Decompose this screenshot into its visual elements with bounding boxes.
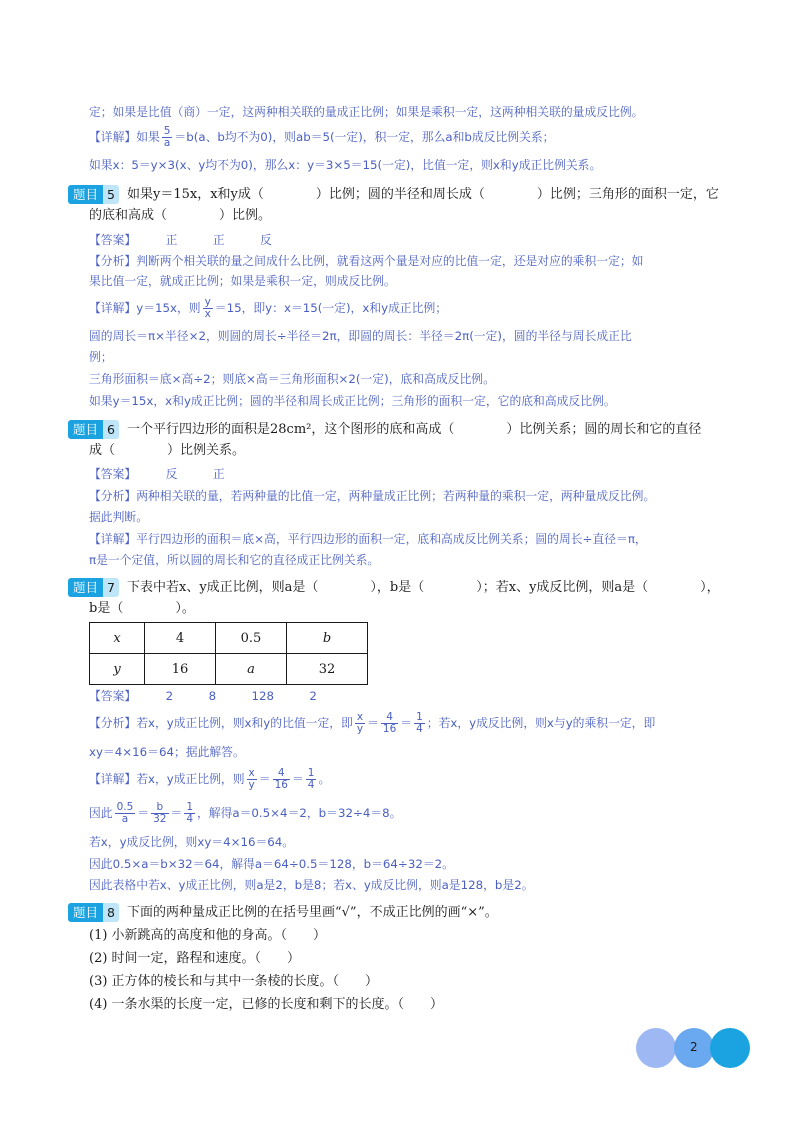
question-text: b是（ ）。 [89,601,195,616]
table-cell: x [90,623,145,654]
analysis-line: 【分析】两种相关联的量，若两种量的比值一定，两种量成正比例；若两种量的乘积一定，两种量成反比例。 [89,489,656,503]
question-text: 的底和高成（ ）比例。 [89,208,272,223]
answer-line: 【答案】 正 正 反 [89,233,272,247]
detail-line: 若x，y成反比例，则xy＝4×16＝64。 [89,835,295,849]
table-cell: 4 [145,623,216,654]
table-cell: 32 [287,654,368,685]
detail-line: 如果x：5＝y×3(x、y均不为0)，那么x：y＝3×5＝15(一定)，比值一定，则x和y成正比例关系。 [89,158,602,172]
detail-line: 如果y＝15x，x和y成正比例；圆的半径和周长成正比例；三角形的面积一定，它的底和高成反比例。 [89,394,616,408]
list-item: (4) 一条水渠的长度一定，已修的长度和剩下的长度。（ ） [89,997,444,1012]
list-item: (3) 正方体的棱长和与其中一条棱的长度。（ ） [89,974,379,989]
question-text: 如果y＝15x，x和y成（ ）比例；圆的半径和周长成（ ）比例；三角形的面积一定，它 [127,187,719,202]
question-text: 下表中若x、y成正比例，则a是（ ），b是（ ）；若x、y成反比例，则a是（ ）， [127,580,720,595]
question-tag-7: 题目 7 [68,578,119,597]
detail-line: 例； [89,350,113,364]
page-circle-right [710,1028,750,1068]
detail-line: 【详解】如果 $\frac{5}{a}$ ＝b(a、b均不为0)，则ab＝5(一定)，积一定，那么a和b成反比例关系； [89,125,555,149]
detail-line: 因此 $\frac{0.5}{a}$ ＝ $\frac{b}{32}$ ＝ $\frac{1}{4}$ ，解得a＝0.5×4＝2，b＝32÷4＝8。 [89,801,402,825]
question-tag-5: 题目 5 [68,185,119,204]
ratio-table [89,622,368,685]
detail-line: 因此表格中若x、y成正比例，则a是2，b是8；若x、y成反比例，则a是128，b是2。 [89,878,534,892]
question-text: 一个平行四边形的面积是28cm²，这个图形的底和高成（ ）比例关系；圆的周长和它的直径 [127,422,702,437]
analysis-line: 【分析】判断两个相关联的量之间成什么比例，就看这两个量是对应的比值一定，还是对应的乘积一定；如 [89,254,644,268]
detail-line: 【详解】y＝15x，则 $\frac{y}{x}$ ＝15，即y：x＝15(一定)，x和y成正比例； [89,296,448,320]
table-cell: y [90,654,145,685]
page-circle-left [636,1028,676,1068]
table-cell: 0.5 [216,623,287,654]
question-text: 下面的两种量成正比例的在括号里画“√”，不成正比例的画“×”。 [127,905,498,920]
table-cell: 16 [145,654,216,685]
answer-line: 【答案】 2 8 128 2 [89,689,317,703]
page-number: 2 [690,1040,698,1054]
table-row [90,623,368,654]
list-item: (1) 小新跳高的高度和他的身高。（ ） [89,928,327,943]
detail-line: π是一个定值，所以圆的周长和它的直径成正比例关系。 [89,553,380,567]
table-cell: b [287,623,368,654]
detail-line: 【详解】平行四边形的面积＝底×高，平行四边形的面积一定，底和高成反比例关系；圆的周长÷直径＝π， [89,532,647,546]
question-tag-8: 题目 8 [68,903,119,922]
table-row [90,654,368,685]
analysis-line: 果比值一定，就成正比例；如果是乘积一定，则成反比例。 [89,274,396,288]
question-text: 成（ ）比例关系。 [89,443,246,458]
analysis-continued: 定；如果是比值（商）一定，这两种相关联的量成正比例；如果是乘积一定，这两种相关联的量成反比例。 [89,105,644,119]
detail-line: 圆的周长＝π×半径×2，则圆的周长÷半径＝2π，即圆的周长：半径＝2π(一定)，圆的半径与周长成正比 [89,329,632,343]
analysis-line: xy＝4×16＝64；据此解答。 [89,745,245,759]
table-cell: a [216,654,287,685]
analysis-line: 据此判断。 [89,510,148,524]
detail-line: 因此0.5×a＝b×32＝64，解得a＝64÷0.5＝128，b＝64÷32＝2。 [89,857,454,871]
detail-line: 三角形面积＝底×高÷2；则底×高＝三角形面积×2(一定)，底和高成反比例。 [89,372,495,386]
detail-line: 【详解】若x，y成正比例，则 $\frac{x}{y}$ ＝ $\frac{4}{16}$ ＝ $\frac{1}{4}$ 。 [89,767,331,791]
answer-line: 【答案】 反 正 [89,467,225,481]
list-item: (2) 时间一定，路程和速度。（ ） [89,951,301,966]
question-tag-6: 题目 6 [68,420,119,439]
analysis-line: 【分析】若x，y成正比例，则x和y的比值一定，即 $\frac{x}{y}$ ＝ $\frac{4}{16}$ ＝ $\frac{1}{4}$ ；若x，y成反比例，则x与y的乘积一定，即 [89,711,656,735]
